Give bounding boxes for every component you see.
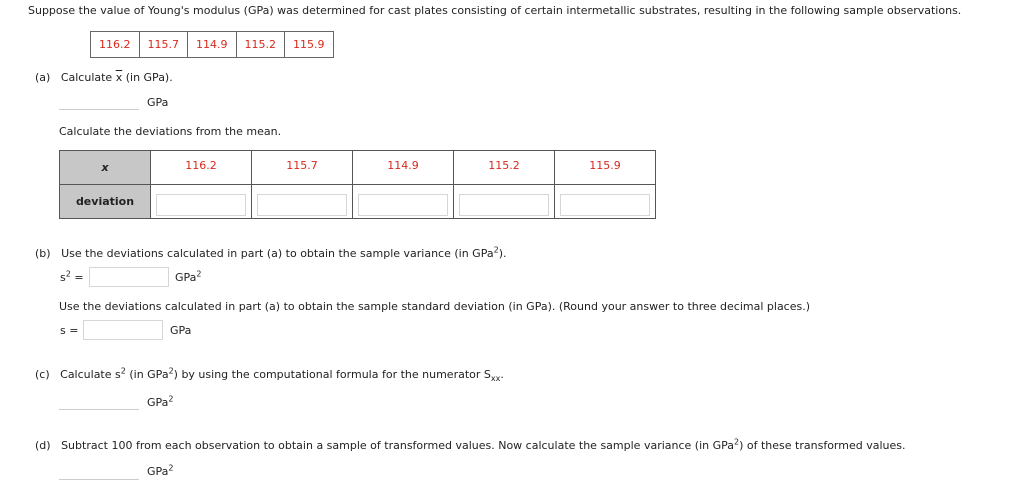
prompt-text: Calculate (60, 71, 116, 84)
sd-prompt: Use the deviations calculated in part (a) to obtain the sample standard deviation (in GPa). (Round your answer to three decimal places.) (59, 300, 811, 313)
prompt-text: . (500, 368, 504, 381)
superscript-two: 2 (168, 463, 174, 473)
transformed-variance-unit (147, 465, 174, 478)
deviation-input[interactable] (560, 194, 650, 216)
problem-intro: Suppose the value of Young's modulus (GPa) was determined for cast plates consisting of certain intermetallic substrates, resulting in the following sample observations. (28, 4, 962, 17)
observation-cell: 115.9 (285, 32, 334, 58)
deviations-prompt: Calculate the deviations from the mean. (59, 125, 282, 138)
superscript-two: 2 (493, 245, 499, 255)
deviation-cell (454, 185, 555, 219)
deviation-table (59, 150, 656, 219)
superscript-two: 2 (65, 269, 71, 279)
transformed-variance-input[interactable] (59, 461, 139, 480)
unit-text: GPa (147, 465, 169, 478)
x-row-header (60, 151, 151, 185)
std-dev-input[interactable] (83, 320, 163, 340)
deviation-row-header (60, 185, 151, 219)
part-c-prompt (35, 366, 504, 384)
observation-cell: 116.2 (91, 32, 140, 58)
computational-variance-unit (147, 396, 174, 409)
sd-unit: GPa (170, 324, 192, 337)
part-a-prompt (35, 71, 173, 84)
deviation-header-label: deviation (75, 195, 135, 208)
unit-text: GPa (147, 396, 169, 409)
prompt-text: Subtract 100 from each observation to obtain a sample of transformed values. Now calculate the sample variance (in GPa (61, 439, 735, 452)
part-letter: (a) (35, 71, 51, 84)
s-symbol: s (60, 271, 66, 284)
part-letter: (b) (35, 247, 51, 260)
part-b-prompt (35, 247, 506, 260)
mean-unit: GPa (147, 96, 169, 109)
prompt-text: Calculate s (60, 368, 121, 381)
superscript-two: 2 (120, 366, 126, 376)
deviation-cell (555, 185, 656, 219)
prompt-text: ) of these transformed values. (739, 439, 906, 452)
superscript-two: 2 (168, 394, 174, 404)
observation-cell: 115.2 (236, 32, 285, 58)
variance-input[interactable] (89, 267, 169, 287)
observation-cell: 114.9 (188, 32, 237, 58)
x-value-cell: 115.9 (555, 151, 656, 185)
prompt-text: (in GPa (125, 368, 169, 381)
prompt-text: ) by using the computational formula for the numerator S (173, 368, 491, 381)
deviation-input[interactable] (358, 194, 448, 216)
prompt-text: ). (498, 247, 507, 260)
deviation-cell (353, 185, 454, 219)
variance-unit (175, 271, 202, 284)
deviation-input[interactable] (257, 194, 347, 216)
x-value-cell: 115.2 (454, 151, 555, 185)
deviation-input[interactable] (459, 194, 549, 216)
x-value-cell: 116.2 (151, 151, 252, 185)
computational-variance-input[interactable] (59, 391, 139, 410)
mean-input[interactable] (59, 91, 139, 110)
xbar-symbol: $\overline{x}$ (115, 71, 123, 84)
prompt-text: Use the deviations calculated in part (a) to obtain the sample variance (in GPa (61, 247, 494, 260)
observation-cell: 115.7 (139, 32, 188, 58)
part-letter: (d) (35, 439, 51, 452)
equals-sign: = (70, 271, 84, 284)
part-letter: (c) (35, 368, 50, 381)
superscript-two: 2 (168, 366, 174, 376)
part-d-prompt (35, 439, 906, 452)
unit-text: GPa (175, 271, 197, 284)
deviation-input[interactable] (156, 194, 246, 216)
deviation-cell (252, 185, 353, 219)
deviation-cell (151, 185, 252, 219)
x-value-cell: 114.9 (353, 151, 454, 185)
prompt-text: (in GPa). (122, 71, 173, 84)
observations-table (90, 31, 334, 58)
superscript-two: 2 (734, 437, 740, 447)
s-label: s = (60, 324, 79, 337)
s2-label (60, 271, 84, 284)
subscript-xx: xx (490, 374, 501, 384)
superscript-two: 2 (196, 269, 202, 279)
x-value-cell: 115.7 (252, 151, 353, 185)
x-header-label: x (101, 161, 109, 174)
